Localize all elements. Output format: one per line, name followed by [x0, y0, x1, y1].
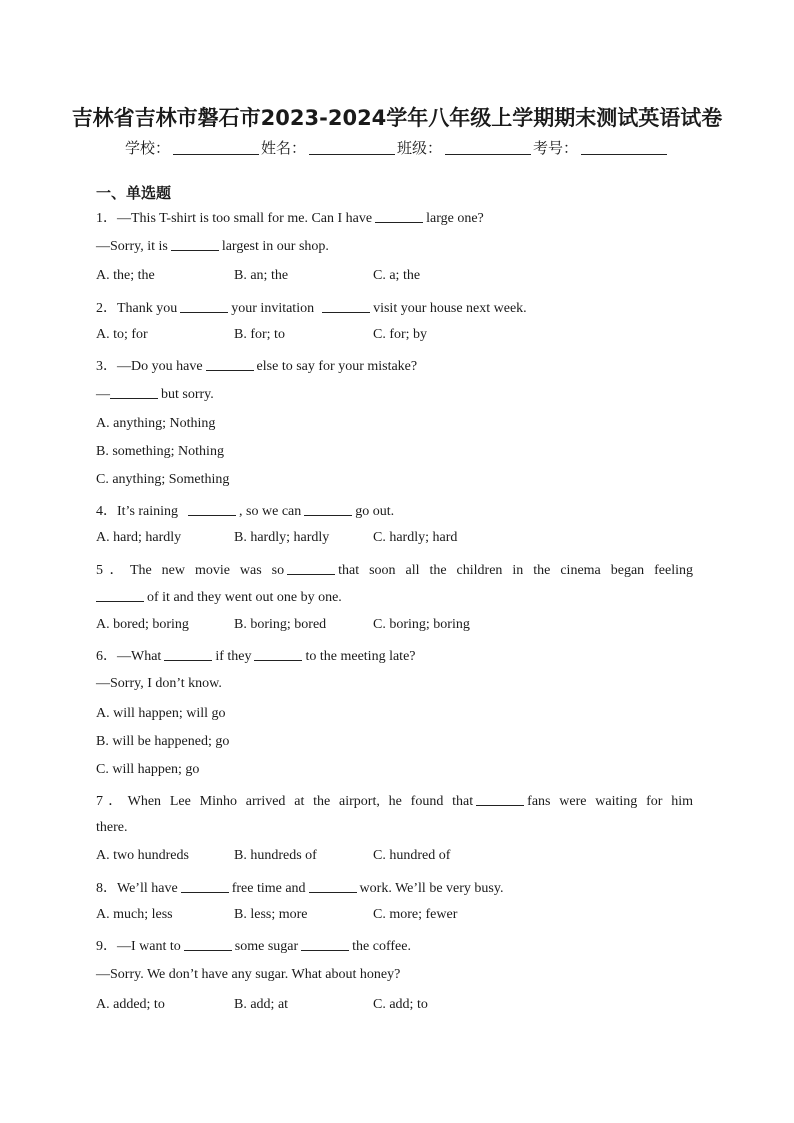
option-a: A. bored; boring	[96, 617, 189, 632]
question-text: work. We’ll be very busy.	[359, 881, 504, 896]
question-9	[96, 935, 411, 955]
question-text: 7．When Lee Minho arrived at the airport, he found that	[96, 794, 474, 809]
answer-blank	[184, 938, 232, 951]
answer-blank	[254, 648, 302, 661]
answer-blank	[171, 238, 219, 251]
question-text: of it and they went out one by one.	[147, 590, 342, 605]
option-b: B. add; at	[234, 997, 289, 1012]
question-text: —Sorry, it is	[96, 239, 168, 254]
option-b: B. boring; bored	[234, 617, 327, 632]
question-5-line-2	[96, 589, 342, 606]
question-8	[96, 877, 503, 897]
answer-blank	[287, 562, 335, 575]
question-text: 4．It’s raining	[96, 504, 179, 519]
answer-blank	[375, 210, 423, 223]
option-c: C. will happen; go	[96, 762, 200, 777]
question-1	[96, 207, 484, 227]
class-blank[interactable]	[445, 140, 531, 155]
question-9-line-2: —Sorry. We don’t have any sugar. What about honey?	[96, 967, 401, 982]
answer-blank	[164, 648, 212, 661]
question-text: to the meeting late?	[305, 649, 416, 664]
question-text: the coffee.	[352, 939, 411, 954]
page-title: 吉林省吉林市磐石市2023-2024学年八年级上学期期末测试英语试卷	[71, 106, 723, 130]
option-b: B. an; the	[234, 268, 289, 283]
answer-blank	[476, 793, 524, 806]
answer-blank	[96, 589, 144, 602]
question-text: 1．—This T-shirt is too small for me. Can I have	[96, 211, 373, 226]
question-text: large one?	[426, 211, 484, 226]
class-label: 班级：	[397, 139, 443, 157]
question-text: 3．—Do you have	[96, 359, 203, 374]
option-a: A. anything; Nothing	[96, 416, 216, 431]
question-text: , so we can	[239, 504, 302, 519]
question-text: 9．—I want to	[96, 939, 181, 954]
school-blank[interactable]	[173, 140, 259, 155]
question-7-line-2: there.	[96, 820, 128, 835]
answer-blank	[322, 300, 370, 313]
option-c: C. a; the	[373, 268, 421, 283]
question-text: —	[96, 387, 110, 402]
option-b: B. for; to	[234, 327, 285, 342]
question-6	[96, 645, 416, 665]
option-a: A. hard; hardly	[96, 530, 182, 545]
option-b: B. will be happened; go	[96, 734, 230, 749]
option-a: A. two hundreds	[96, 848, 189, 863]
question-text: go out.	[355, 504, 395, 519]
answer-blank	[180, 300, 228, 313]
question-text: 5．The new movie was so	[96, 563, 285, 578]
option-c: C. for; by	[373, 327, 428, 342]
option-a: A. added; to	[96, 997, 165, 1012]
question-1-line-2	[96, 238, 329, 255]
answer-blank	[304, 503, 352, 516]
question-text: 8．We’ll have	[96, 881, 178, 896]
option-a: A. the; the	[96, 268, 155, 283]
name-label: 姓名：	[260, 139, 306, 157]
answer-blank	[301, 938, 349, 951]
question-text: visit your house next week.	[373, 301, 527, 316]
number-blank[interactable]	[581, 140, 667, 155]
question-text: your invitation	[231, 301, 315, 316]
question-text: but sorry.	[161, 387, 214, 402]
option-b: B. hundreds of	[234, 848, 317, 863]
question-4	[96, 500, 394, 520]
answer-blank	[181, 880, 229, 893]
name-blank[interactable]	[309, 140, 395, 155]
question-3	[96, 355, 417, 375]
option-c: C. add; to	[373, 997, 428, 1012]
option-b: B. hardly; hardly	[234, 530, 330, 545]
option-c: C. anything; Something	[96, 472, 230, 487]
question-2	[96, 297, 527, 317]
option-b: B. something; Nothing	[96, 444, 224, 459]
answer-blank	[206, 358, 254, 371]
question-5	[96, 559, 693, 579]
option-c: C. hundred of	[373, 848, 451, 863]
option-b: B. less; more	[234, 907, 308, 922]
number-label: 考号：	[533, 139, 579, 157]
option-c: C. hardly; hard	[373, 530, 458, 545]
school-label: 学校：	[124, 139, 170, 157]
answer-blank	[309, 880, 357, 893]
section-title: 一、单选题	[96, 184, 172, 202]
question-text: that soon all the children in the cinema began feeling	[338, 563, 693, 578]
question-text: some sugar	[234, 939, 299, 954]
student-info-line	[0, 137, 794, 158]
question-6-line-2: —Sorry, I don’t know.	[96, 676, 222, 691]
option-c: C. more; fewer	[373, 907, 458, 922]
question-text: 2．Thank you	[96, 301, 178, 316]
answer-blank	[188, 503, 236, 516]
option-a: A. will happen; will go	[96, 706, 226, 721]
option-a: A. to; for	[96, 327, 148, 342]
option-c: C. boring; boring	[373, 617, 470, 632]
question-text: fans were waiting for him	[527, 794, 694, 809]
question-text: else to say for your mistake?	[256, 359, 418, 374]
question-text: 6．—What	[96, 649, 162, 664]
option-a: A. much; less	[96, 907, 173, 922]
question-text: largest in our shop.	[221, 239, 329, 254]
question-3-line-2	[96, 386, 214, 403]
question-7	[96, 790, 693, 810]
answer-blank	[110, 386, 158, 399]
question-text: if they	[215, 649, 252, 664]
question-text: free time and	[231, 881, 306, 896]
